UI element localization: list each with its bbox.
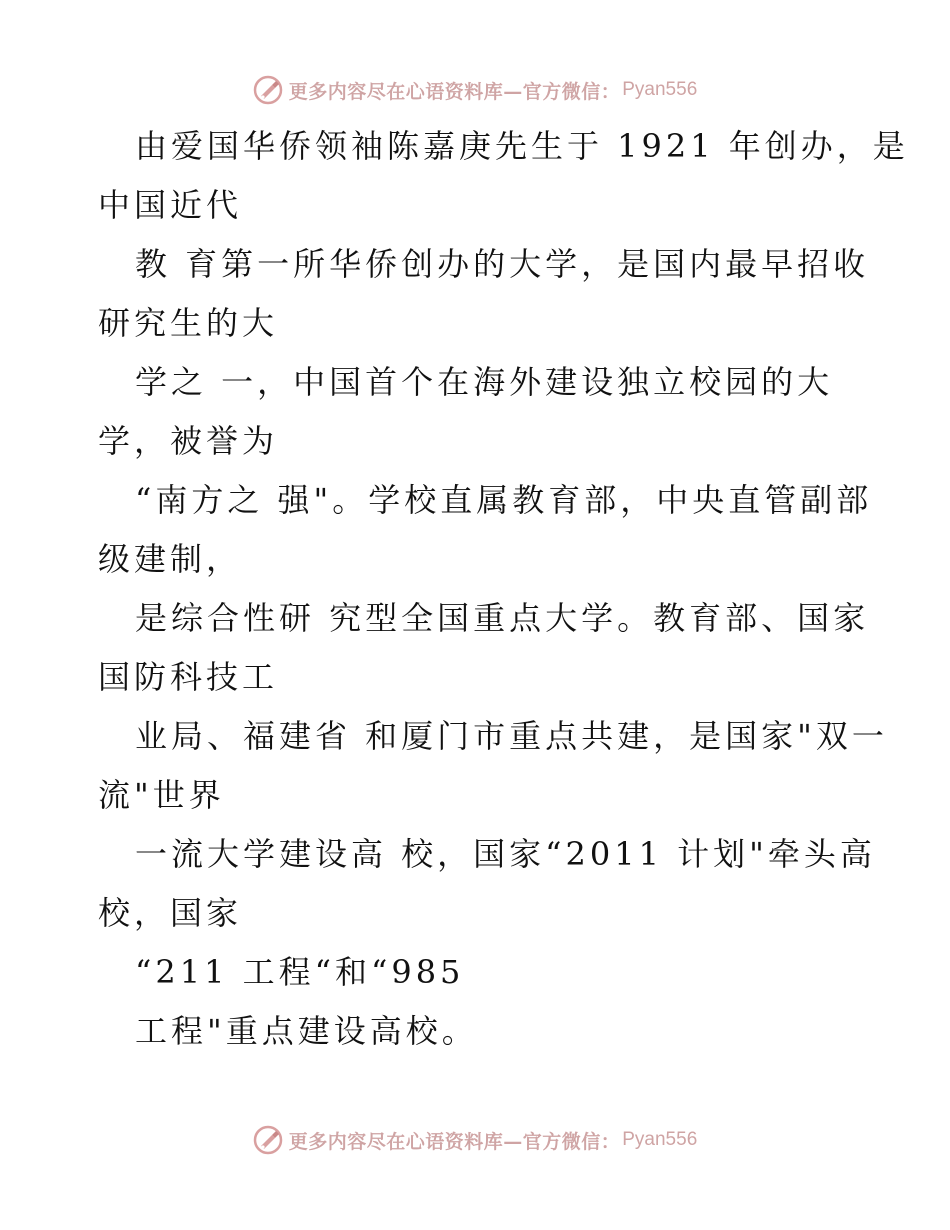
text-line: 业局、福建省 和厦门市重点共建，是国家"双一 (135, 717, 888, 755)
watermark-text: 更多内容尽在心语资料库—官方微信： (288, 1130, 621, 1153)
text-line: 一流大学建设高 校，国家“2011 计划"牵头高 (135, 835, 876, 873)
text-line: 工程"重点建设高校。 (135, 1012, 478, 1050)
text-line: 由爱国华侨领袖陈嘉庚先生于 1921 年创办，是 (135, 127, 909, 165)
text-line: “211 工程“和“985 (135, 953, 465, 991)
watermark-text: 更多内容尽在心语资料库—官方微信： (288, 80, 621, 103)
text-line: 校，国家 (98, 894, 243, 932)
text-line: 教 育第一所华侨创办的大学，是国内最早招收 (135, 245, 870, 283)
watermark-wechat-handle: Pyan556 (622, 79, 698, 100)
text-line: 流"世界 (98, 776, 225, 814)
pen-nib-logo-icon (253, 75, 283, 105)
text-line: 学之 一，中国首个在海外建设独立校园的大 (135, 363, 834, 401)
text-line: 研究生的大 (98, 304, 279, 342)
footer-watermark-banner (0, 1120, 950, 1160)
text-line: 国防科技工 (98, 658, 279, 696)
text-line: 是综合性研 究型全国重点大学。教育部、国家 (135, 599, 870, 637)
watermark-wechat-handle: Pyan556 (622, 1129, 698, 1150)
text-line: 级建制， (98, 540, 243, 578)
text-line: 中国近代 (98, 186, 243, 224)
text-line: “南方之 强"。学校直属教育部，中央直管副部 (135, 481, 873, 519)
text-line: 学，被誉为 (98, 422, 279, 460)
pen-nib-logo-icon (253, 1125, 283, 1155)
header-watermark-banner (0, 70, 950, 110)
